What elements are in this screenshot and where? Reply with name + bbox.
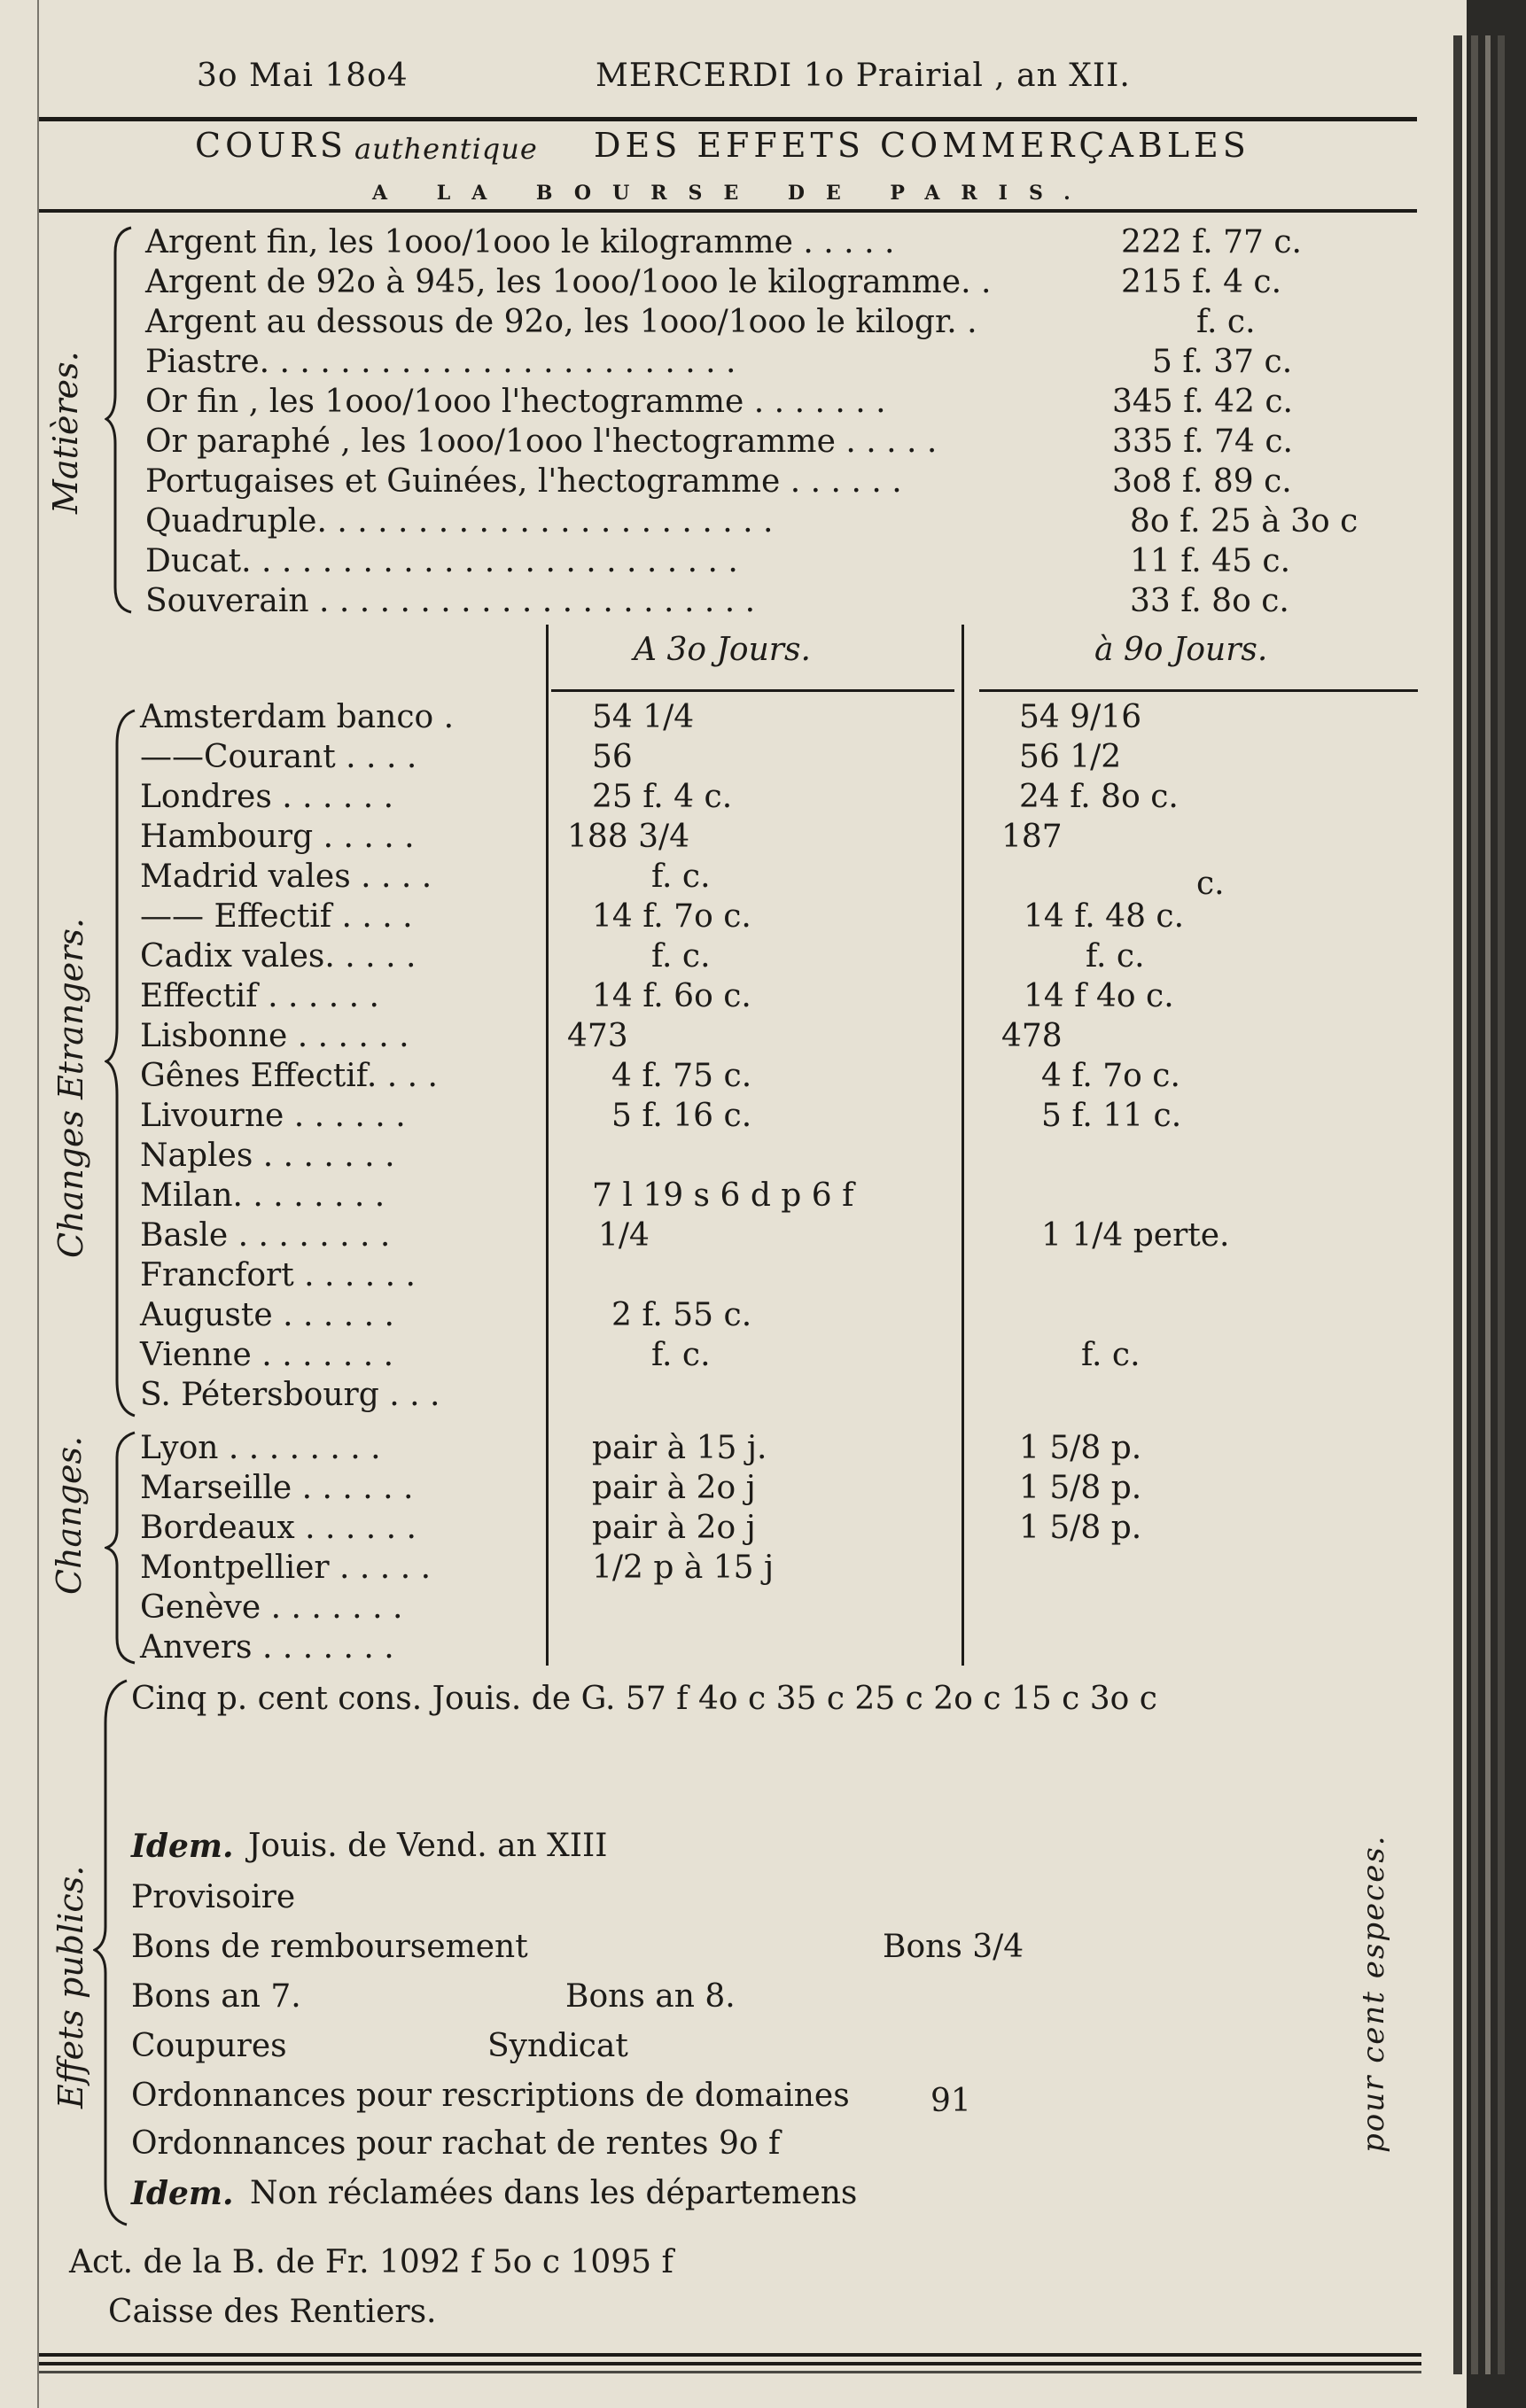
header-day: MERCERDI 1o Prairial , an XII. [596, 58, 1131, 94]
effets-idem-label: Idem. [131, 1828, 234, 1865]
book-edge [1485, 35, 1491, 2374]
matieres-row-value: 33 f. 8o c. [1130, 583, 1289, 619]
etrangers-row-30: 5 f. 16 c. [611, 1098, 752, 1134]
etrangers-row-name: Basle . . . . . . . . [140, 1217, 391, 1254]
matieres-row-value: 222 f. 77 c. [1121, 224, 1302, 260]
effets-idem-text: Jouis. de Vend. an XIII [248, 1828, 608, 1864]
changes-row-name: Marseille . . . . . . [140, 1470, 414, 1506]
column-header-rule-90 [979, 689, 1418, 692]
column-header-30-jours: A 3o Jours. [634, 632, 811, 668]
etrangers-row-90: 54 9/16 [1019, 699, 1142, 735]
matieres-row-name: Ducat. . . . . . . . . . . . . . . . . . . . . . . . . [145, 543, 738, 579]
etrangers-row-name: Auguste . . . . . . [140, 1297, 394, 1333]
etrangers-row-90: 1 1/4 perte. [1041, 1217, 1230, 1254]
etrangers-row-90: 5 f. 11 c. [1041, 1098, 1182, 1134]
etrangers-row-30: 1/4 [598, 1217, 650, 1254]
title-cours: COURS [195, 126, 347, 165]
title-rule [39, 209, 1417, 213]
title-authentique: authentique [354, 132, 538, 166]
matieres-brace [105, 226, 140, 616]
etrangers-row-name: Hambourg . . . . . [140, 819, 415, 855]
changes-row-name: Bordeaux . . . . . . [140, 1510, 417, 1546]
effets-ordonnances-domaines-value: 91 [930, 2083, 971, 2119]
etrangers-row-90: f. c. [1086, 938, 1145, 975]
etrangers-row-30: 54 1/4 [592, 699, 695, 735]
etrangers-row-30: 14 f. 7o c. [592, 898, 751, 935]
changes-row-30: pair à 15 j. [592, 1430, 767, 1466]
footer-rule-1 [39, 2353, 1421, 2357]
etrangers-row-name: Cadix vales. . . . . [140, 938, 417, 975]
etrangers-row-name: —— Effectif . . . . [140, 898, 413, 935]
book-edge [1453, 35, 1462, 2374]
changes-row-30: pair à 2o j [592, 1510, 756, 1546]
changes-row-name: Montpellier . . . . . [140, 1550, 432, 1586]
etrangers-row-30: f. c. [651, 938, 711, 975]
etrangers-row-name: ——Courant . . . . [140, 739, 417, 775]
changes-label: Changes. [50, 1435, 89, 1595]
etrangers-row-name: Livourne . . . . . . [140, 1098, 406, 1134]
effets-idem2-label: Idem. [131, 2175, 234, 2212]
etrangers-row-name: Naples . . . . . . . [140, 1138, 395, 1174]
effets-bons-an-8: Bons an 8. [565, 1978, 736, 2015]
etrangers-row-90: 4 f. 7o c. [1041, 1058, 1180, 1094]
matieres-row-name: Portugaises et Guinées, l'hectogramme . . . . . . [145, 463, 902, 500]
matieres-row-value: 5 f. 37 c. [1152, 344, 1293, 380]
etrangers-row-90: 56 1/2 [1019, 739, 1122, 775]
matieres-row-name: Argent de 92o à 945, les 1ooo/1ooo le kilogramme. . [145, 264, 992, 300]
etrangers-row-90: f. c. [1081, 1337, 1141, 1373]
etrangers-row-30: 4 f. 75 c. [611, 1058, 752, 1094]
changes-row-30: pair à 2o j [592, 1470, 756, 1506]
effets-syndicat: Syndicat [487, 2028, 628, 2064]
matieres-row-name: Piastre. . . . . . . . . . . . . . . . . . . . . . . . [145, 344, 736, 380]
etrangers-row-name: Francfort . . . . . . [140, 1257, 416, 1293]
changes-row-name: Lyon . . . . . . . . [140, 1430, 381, 1466]
effets-bons-an-7: Bons an 7. [131, 1978, 301, 2015]
effets-idem2-text: Non réclamées dans les départemens [250, 2175, 858, 2211]
etrangers-row-90: 14 f. 48 c. [1024, 898, 1185, 935]
etrangers-label: Changes Etrangers. [51, 918, 90, 1258]
title-effets: DES EFFETS COMMERÇABLES [594, 126, 1250, 165]
etrangers-row-name: S. Pétersbourg . . . [140, 1377, 440, 1413]
effets-bons-remboursement: Bons de remboursement [131, 1929, 528, 1965]
matieres-row-value: 215 f. 4 c. [1121, 264, 1282, 300]
header-date: 3o Mai 18o4 [197, 58, 409, 94]
matieres-row-name: Souverain . . . . . . . . . . . . . . . . . . . . . . [145, 583, 756, 619]
matieres-row-value: 8o f. 25 à 3o c [1130, 503, 1359, 540]
etrangers-row-90: 478 [1001, 1018, 1063, 1054]
matieres-row-name: Argent au dessous de 92o, les 1ooo/1ooo le kilogr. . [145, 304, 977, 340]
etrangers-row-30: 2 f. 55 c. [611, 1297, 752, 1333]
matieres-row-value: f. c. [1196, 304, 1256, 340]
etrangers-row-30: 7 l 19 s 6 d p 6 f [592, 1177, 854, 1214]
etrangers-row-name: Vienne . . . . . . . [140, 1337, 394, 1373]
changes-row-90: 1 5/8 p. [1019, 1430, 1142, 1466]
effets-brace [93, 1679, 132, 2228]
matieres-row-name: Argent fin, les 1ooo/1ooo le kilogramme . . . . . [145, 224, 895, 260]
changes-row-name: Anvers . . . . . . . [140, 1629, 394, 1666]
book-edge [1498, 35, 1505, 2374]
footer-rule-2 [39, 2362, 1421, 2365]
column-header-90-jours: à 9o Jours. [1094, 632, 1268, 668]
effets-side-right: pour cent especes. [1356, 1834, 1391, 2153]
etrangers-row-name: Londres . . . . . . [140, 779, 394, 815]
column-divider-middle [962, 625, 964, 1666]
etrangers-row-90: 187 [1001, 819, 1063, 855]
effets-ordonnances-domaines: Ordonnances pour rescriptions de domaines [131, 2078, 850, 2114]
etrangers-row-30: 473 [567, 1018, 628, 1054]
footer-rule-3 [39, 2371, 1421, 2373]
matieres-row-name: Or fin , les 1ooo/1ooo l'hectogramme . . . . . . . [145, 384, 886, 420]
effets-cinq-pour-cent: Cinq p. cent cons. Jouis. de G. 57 f 4o c 35 c 25 c 2o c 15 c 3o c [131, 1681, 1157, 1717]
changes-row-name: Genève . . . . . . . [140, 1589, 403, 1626]
matieres-row-value: 335 f. 74 c. [1112, 423, 1293, 460]
effets-provisoire: Provisoire [131, 1879, 296, 1915]
column-header-rule-30 [551, 689, 954, 692]
etrangers-row-30: 25 f. 4 c. [592, 779, 733, 815]
book-edge [1471, 35, 1478, 2374]
effets-bons-3-4: Bons 3/4 [883, 1929, 1024, 1965]
matieres-row-name: Or paraphé , les 1ooo/1ooo l'hectogramme . . . . . [145, 423, 938, 460]
footer-act-banque: Act. de la B. de Fr. 1092 f 5o c 1095 f [69, 2244, 673, 2280]
matieres-row-value: 11 f. 45 c. [1130, 543, 1291, 579]
etrangers-row-90: 14 f 4o c. [1024, 978, 1174, 1014]
etrangers-row-90: 24 f. 8o c. [1019, 779, 1179, 815]
changes-brace [105, 1431, 140, 1666]
etrangers-row-name: Effectif . . . . . . [140, 978, 379, 1014]
effets-label: Effets publics. [51, 1865, 90, 2109]
changes-row-30: 1/2 p à 15 j [592, 1550, 775, 1586]
matieres-row-value: 345 f. 42 c. [1112, 384, 1293, 420]
matieres-row-name: Quadruple. . . . . . . . . . . . . . . . . . . . . . . [145, 503, 774, 540]
header-rule [39, 117, 1417, 121]
title-subtitle: A LA BOURSE DE PARIS. [372, 182, 1092, 205]
etrangers-row-30: 188 3/4 [567, 819, 690, 855]
etrangers-row-name: Amsterdam banco . [140, 699, 455, 735]
etrangers-row-name: Milan. . . . . . . . [140, 1177, 385, 1214]
changes-row-90: 1 5/8 p. [1019, 1470, 1142, 1506]
etrangers-row-30: f. c. [651, 1337, 711, 1373]
matieres-row-value: 3o8 f. 89 c. [1112, 463, 1292, 500]
etrangers-row-name: Madrid vales . . . . [140, 858, 432, 895]
etrangers-brace [105, 709, 140, 1418]
matieres-label: Matières. [46, 351, 85, 514]
etrangers-row-name: Gênes Effectif. . . . [140, 1058, 438, 1094]
etrangers-row-name: Lisbonne . . . . . . [140, 1018, 409, 1054]
changes-row-90: 1 5/8 p. [1019, 1510, 1142, 1546]
effets-coupures: Coupures [131, 2028, 287, 2064]
etrangers-row-90: c. [1196, 866, 1225, 902]
footer-caisse-rentiers: Caisse des Rentiers. [108, 2294, 437, 2330]
effets-ordonnances-rachat: Ordonnances pour rachat de rentes 9o f [131, 2125, 781, 2162]
column-divider-left [546, 625, 549, 1666]
etrangers-row-30: 14 f. 6o c. [592, 978, 751, 1014]
etrangers-row-30: f. c. [651, 858, 711, 895]
etrangers-row-30: 56 [592, 739, 633, 775]
